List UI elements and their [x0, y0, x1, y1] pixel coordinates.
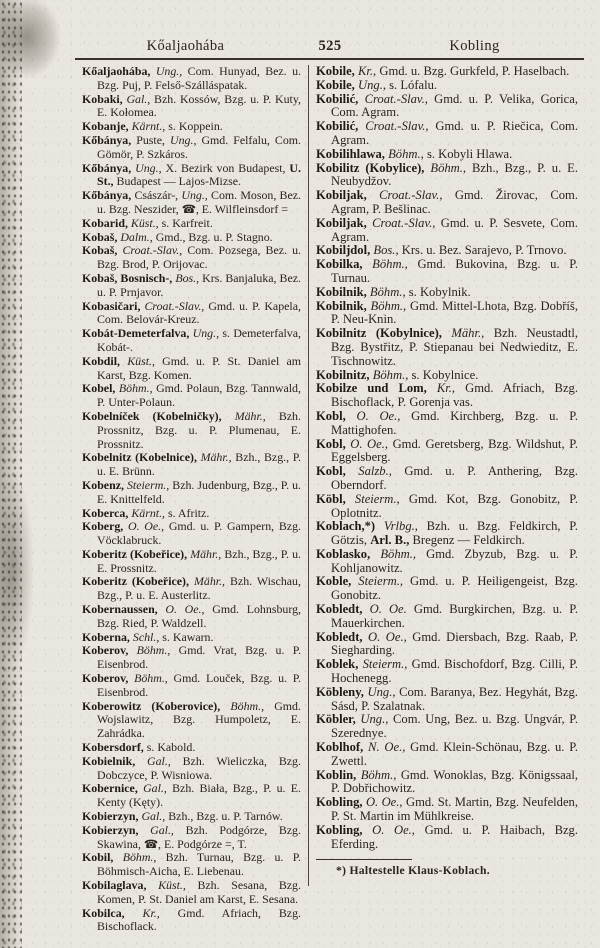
- gazetteer-entry: [316, 713, 578, 741]
- entry-headword: Kobil,: [82, 850, 114, 865]
- gazetteer-entry: [316, 658, 578, 686]
- entry-region: Böhm.,: [360, 767, 397, 782]
- entry-headword: Köbl,: [316, 491, 346, 506]
- entry-region: Bos.,: [373, 243, 399, 258]
- gazetteer-entry: [316, 438, 578, 466]
- entry-region: Kr.,: [142, 905, 160, 920]
- running-header: [76, 38, 584, 55]
- entry-region: Ung.,: [367, 684, 396, 699]
- entry-headword: Koberca,: [82, 505, 129, 520]
- entry-text: s. Demeterfalva, Kobát-.: [97, 326, 301, 354]
- entry-headword: Kobilnitz (Kobylnice),: [316, 326, 442, 341]
- gazetteer-entry: [316, 244, 578, 258]
- entry-region: Croat.-Slav.,: [379, 188, 443, 203]
- entry-text: Gmd. u. P. Heiligengeist, Bzg. Gonobitz.: [331, 574, 578, 603]
- entry-headword: Kobanje,: [82, 119, 129, 134]
- entry-region: Gal.,: [147, 753, 171, 768]
- entry-region: Ung.,: [192, 326, 220, 341]
- gazetteer-entry: [82, 755, 301, 783]
- entry-text: s. Kobylnice.: [411, 367, 479, 382]
- gazetteer-entry: [82, 451, 301, 479]
- gazetteer-entry: [316, 162, 578, 190]
- gazetteer-entry: [82, 644, 301, 672]
- gazetteer-entry: [82, 741, 301, 755]
- entry-region: O. Oe.,: [128, 519, 165, 534]
- gazetteer-entry: [82, 548, 301, 576]
- entry-headword: Kobaš,: [82, 243, 118, 258]
- gazetteer-entry: [316, 575, 578, 603]
- entry-region: N. Oe.,: [368, 740, 406, 755]
- entry-region: Gal.,: [126, 91, 151, 106]
- entry-headword: Kobling,: [316, 795, 363, 810]
- entry-text: Bzh., Bzg., P. u. E. Neubydžov.: [331, 160, 579, 189]
- gazetteer-entry: [316, 631, 578, 659]
- entry-region: Böhm.,: [372, 367, 409, 382]
- gazetteer-entry: [316, 93, 578, 121]
- entry-headword: Kobile,: [316, 77, 355, 92]
- gazetteer-entry: [316, 686, 578, 714]
- gazetteer-entry: [82, 479, 301, 507]
- entry-headword: Koble,: [316, 574, 352, 589]
- entry-region: Croat.-Slav.,: [144, 298, 205, 313]
- gazetteer-entry: [82, 575, 301, 603]
- entry-region: Croat.-Slav.,: [122, 243, 183, 258]
- gazetteer-entry: [316, 493, 578, 521]
- telephone-icon: ☎: [143, 838, 158, 851]
- entry-headword: Koblek,: [316, 657, 359, 672]
- footnote: *) Haltestelle Klaus-Koblach.: [336, 864, 490, 878]
- entry-region: Kr.,: [436, 381, 456, 396]
- entry-text: Gmd. u. P. Gampern, Bzg. Vöcklabruck.: [97, 519, 302, 548]
- entry-region: Croat.-Slav.,: [365, 119, 429, 134]
- entry-region: Croat.-Slav.,: [364, 91, 428, 106]
- gazetteer-entry: [82, 824, 301, 852]
- entry-text: Com. Hunyad, Bez. u. Bzg. Puj, P. Felső-Szálláspatak.: [97, 64, 301, 92]
- entry-text: Gmd. Felfalu, Com. Gömör, P. Szkáros.: [97, 132, 301, 161]
- entry-headword: Kobernice,: [82, 781, 138, 796]
- entry-region: Steierm.,: [358, 574, 404, 589]
- entry-region: O. Oe.,: [356, 408, 401, 423]
- entry-text: s. Kobylnik.: [408, 284, 471, 299]
- entry-headword: Kőbánya,: [82, 132, 132, 147]
- entry-headword: Kobile,: [316, 64, 355, 78]
- entry-headword: Kőaljaohába,: [82, 64, 151, 78]
- entry-region: Kärnt.,: [131, 505, 166, 520]
- entry-text: Puste,: [136, 132, 165, 147]
- entry-headword: Koberowitz (Koberovice),: [82, 698, 221, 713]
- entry-region: Ung.,: [135, 160, 162, 175]
- entry-text: Gmd. Afriach, Bzg. Bischoflack, P. Gorenja vas.: [331, 381, 578, 410]
- entry-text: Budapest — Lajos-Mizse.: [116, 174, 242, 189]
- gazetteer-entry: [316, 327, 578, 368]
- entry-text: Bzh. Judenburg, Bzg., P. u. E. Knittelfeld.: [97, 477, 301, 506]
- entry-headword: Kobasičari,: [82, 298, 141, 313]
- entry-region: Böhm.,: [370, 298, 407, 313]
- gazetteer-entry: [82, 189, 301, 217]
- entry-text: Gmd. Bischofdorf, Bzg. Cilli, P. Hochenegg.: [331, 657, 578, 686]
- footnote-rule: [316, 859, 412, 860]
- entry-headword: Arl. B.,: [370, 533, 410, 548]
- entry-text: Com. Baranya, Bez. Hegyhát, Bzg. Sásd, P. Szalatnak.: [331, 684, 578, 713]
- gazetteer-entry: [82, 382, 301, 410]
- entry-region: O. Oe.: [369, 602, 407, 617]
- entry-region: O. Oe.,: [165, 602, 205, 617]
- gazetteer-entry: [82, 300, 301, 328]
- entry-headword: Kobaki,: [82, 91, 123, 106]
- entry-region: Küst.,: [127, 353, 155, 368]
- gazetteer-entry: [82, 120, 301, 134]
- gazetteer-entry: [82, 879, 301, 907]
- entry-text: s. Karfreit.: [161, 215, 213, 230]
- entry-text: s. Koppein.: [168, 119, 223, 134]
- entry-region: Ung.,: [155, 64, 183, 78]
- entry-text: Bzh. Wischau, Bzg., P. u. E. Austerlitz.: [97, 574, 301, 603]
- entry-region: Steierm.,: [362, 657, 408, 672]
- entry-headword: U. St.,: [97, 160, 301, 189]
- entry-region: Ung.,: [360, 712, 389, 727]
- entry-headword: Koblhof,: [316, 740, 364, 755]
- entry-headword: Kőbánya,: [82, 160, 132, 175]
- entry-region: Dalm.,: [120, 229, 153, 244]
- scan-corner-smudge: [0, 0, 72, 92]
- gazetteer-entry: [82, 244, 301, 272]
- gazetteer-entry: [316, 65, 578, 79]
- entry-headword: Kobilca,: [82, 905, 125, 920]
- entry-text: Gmd. St. Martin, Bzg. Neufelden, P. St. Martin im Mühlkreise.: [331, 795, 579, 824]
- entry-region: Küst.,: [130, 215, 159, 230]
- gazetteer-entry: [316, 189, 578, 217]
- entry-headword: Koberov,: [82, 643, 129, 658]
- entry-text: Gmd. u. Bzg. Gurkfeld, P. Haselbach.: [379, 64, 570, 78]
- entry-text: Gmd. Klein-Schönau, Bzg. u. P. Zwettl.: [331, 740, 578, 768]
- entry-headword: Kobilnik,: [316, 298, 367, 313]
- entry-text: Bzh. Podgórze, Bzg. Skawina,: [97, 822, 301, 851]
- entry-text: Bzh., Bzg. u. P. Tarnów.: [168, 809, 283, 824]
- entry-text: Gmd. u. P. Riečica, Com. Agram.: [331, 119, 578, 147]
- entry-headword: Kobl,: [316, 408, 346, 423]
- entry-headword: Kobilić,: [316, 91, 359, 106]
- entry-text: s. Kawarn.: [162, 629, 214, 644]
- entry-region: Gal.,: [143, 781, 167, 796]
- entry-headword: Kobledt,: [316, 602, 363, 617]
- header-keyword-left: Kőaljaohába: [146, 38, 225, 54]
- entry-region: Böhm.,: [372, 257, 408, 272]
- gazetteer-entry: [82, 327, 301, 355]
- entry-region: Mähr.,: [451, 326, 485, 341]
- entry-region: Croat.-Slav.,: [372, 215, 436, 230]
- entry-headword: Köbleny,: [316, 684, 364, 699]
- entry-headword: Kobaš,: [82, 229, 118, 244]
- entry-headword: Kobát-Demeterfalva,: [82, 326, 190, 341]
- scan-edge-smudge: [0, 440, 41, 700]
- entry-text: Gmd., Bzg. u. P. Stagno.: [155, 229, 273, 244]
- entry-text: Gmd. u. P. Kapela, Com. Belovár-Kreuz.: [97, 298, 301, 327]
- entry-text: Gmd. Bukovina, Bzg. u. P. Turnau.: [331, 257, 578, 285]
- gazetteer-entry: [82, 603, 301, 631]
- entry-region: Böhm.,: [369, 284, 406, 299]
- entry-region: Kärnt.,: [131, 119, 166, 134]
- entry-region: O. Oe.,: [350, 436, 389, 451]
- entry-text: Krs. u. Bez. Sarajevo, P. Trnovo.: [401, 243, 567, 258]
- entry-headword: Kőbánya,: [82, 188, 132, 203]
- entry-region: Böhm.,: [380, 546, 417, 561]
- entry-text: Gmd. Diersbach, Bzg. Raab, P. Siegharding.: [331, 629, 578, 658]
- gazetteer-entry: [82, 93, 301, 121]
- entry-region: Böhm.,: [134, 671, 168, 686]
- header-keyword-right: Kobling: [449, 38, 500, 54]
- gazetteer-entry: [316, 741, 578, 769]
- right-column-entries: [316, 65, 578, 851]
- gazetteer-entry: [82, 520, 301, 548]
- entry-headword: Kobierzyn,: [82, 809, 139, 824]
- entry-text: s. Lófalu.: [389, 77, 438, 92]
- entry-text: Bzh. Wieliczka, Bzg. Dobczyce, P. Wisniowa.: [97, 753, 301, 782]
- gazetteer-entry: [316, 548, 578, 576]
- entry-text: Com. Pozsega, Bez. u. Bzg. Brod, P. Orijovac.: [97, 243, 301, 272]
- entry-region: Salzb.,: [358, 464, 392, 479]
- entry-headword: Kobaš, Bosnisch-,: [82, 270, 173, 285]
- entry-text: , E. Wilfleinsdorf =: [195, 201, 289, 216]
- gazetteer-entry: [316, 824, 578, 852]
- gazetteer-entry: [82, 217, 301, 231]
- entry-text: Gmd. Wonoklas, Bzg. Königssaal, P. Dobřichowitz.: [331, 767, 578, 796]
- gazetteer-entry: [316, 369, 578, 383]
- entry-region: Mähr.,: [193, 574, 226, 589]
- gazetteer-entry: [316, 79, 578, 93]
- entry-text: Com. Ung, Bez. u. Bzg. Ungvár, P. Szerednye.: [331, 712, 578, 741]
- entry-region: Bos.,: [175, 270, 200, 285]
- entry-text: Gmd. u. P. Haibach, Bzg. Eferding.: [331, 822, 579, 851]
- entry-region: Steierm.,: [126, 477, 170, 492]
- entry-region: Mähr.,: [200, 450, 232, 465]
- left-column: [82, 65, 301, 934]
- entry-headword: Köbler,: [316, 712, 356, 727]
- gazetteer-entry: [82, 134, 301, 162]
- entry-region: Kr.,: [358, 64, 377, 78]
- entry-region: Ung.,: [181, 188, 208, 203]
- entry-headword: Kobilka,: [316, 257, 363, 272]
- entry-headword: Kobilaglava,: [82, 878, 147, 893]
- gazetteer-entry: [82, 410, 301, 451]
- entry-headword: Kobilihlawa,: [316, 146, 385, 161]
- entry-headword: Kobilze und Lom,: [316, 381, 427, 396]
- gazetteer-entry: [82, 851, 301, 879]
- gazetteer-entry: [316, 382, 578, 410]
- two-column-content: [82, 65, 578, 934]
- entry-text: Gmd. Žirovac, Com. Agram, P. Bešlinac.: [331, 188, 578, 216]
- gazetteer-entry: [316, 520, 578, 548]
- entry-text: Gmd. Kirchberg, Bzg. u. P. Mattighofen.: [331, 408, 579, 437]
- gazetteer-entry: [316, 217, 578, 245]
- entry-headword: Kobielnik,: [82, 753, 136, 768]
- entry-text: Gmd. Louček, Bzg. u. P. Eisenbrod.: [97, 671, 301, 699]
- entry-text: , E. Podgórze =, T.: [158, 836, 247, 851]
- gazetteer-entry: [82, 700, 301, 741]
- entry-text: Gmd. u. P. Velika, Gorica, Com. Agram.: [331, 91, 578, 120]
- column-divider: [308, 65, 309, 886]
- entry-text: Bzh. Prossnitz, Bzg. u. P. Plumenau, E. Prossnitz.: [97, 408, 301, 451]
- gazetteer-entry: [82, 810, 301, 824]
- entry-region: Böhm.,: [118, 381, 153, 396]
- entry-region: Böhm.,: [122, 850, 157, 865]
- entry-region: Steierm.,: [354, 491, 400, 506]
- entry-region: Gal.,: [141, 809, 166, 824]
- entry-text: Gmd. Lohnsburg, Bzg. Ried, P. Waldzell.: [97, 602, 301, 630]
- entry-headword: Kobiljak,: [316, 215, 367, 230]
- entry-region: Böhm.,: [230, 698, 265, 713]
- entry-headword: Koblin,: [316, 767, 357, 782]
- entry-headword: Kobledt,: [316, 629, 363, 644]
- entry-text: Gmd. Vrat, Bzg. u. P. Eisenbrod.: [97, 643, 301, 672]
- entry-text: Gmd. Afriach, Bzg. Bischoflack.: [97, 905, 301, 934]
- gazetteer-entry: [316, 286, 578, 300]
- entry-text: Gmd. u. P. Sesvete, Com. Agram.: [331, 215, 578, 244]
- entry-headword: Kobdil,: [82, 353, 121, 368]
- entry-text: Gmd. u. P. St. Daniel am Karst, Bzg. Komen.: [97, 353, 301, 382]
- entry-text: Bzh. Kossów, Bzg. u. P. Kuty, E. Kołomea.: [97, 91, 301, 120]
- entry-headword: Koberitz (Kobeřice),: [82, 574, 189, 589]
- gazetteer-entry: [82, 272, 301, 300]
- entry-text: Gmd. Wojslawitz, Bzg. Humpoletz, E. Zahrádka.: [97, 698, 301, 741]
- gazetteer-entry: [82, 355, 301, 383]
- entry-text: Gmd. Polaun, Bzg. Tannwald, P. Unter-Polaun.: [97, 381, 301, 410]
- entry-text: Gmd. Burgkirchen, Bzg. u. P. Mauerkirchen.: [331, 602, 578, 630]
- entry-text: Bzh. Biała, Bzg., P. u. E. Kenty (Kęty).: [97, 781, 302, 810]
- entry-region: Ung.,: [170, 132, 197, 147]
- entry-headword: Kobl,: [316, 464, 346, 479]
- entry-text: Gmd. u. P. Anthering, Bzg. Oberndorf.: [331, 464, 578, 492]
- entry-headword: Kobl,: [316, 436, 346, 451]
- gazetteer-entry: [316, 410, 578, 438]
- gazetteer-entry: [82, 231, 301, 245]
- entry-text: s. Afritz.: [168, 505, 210, 520]
- entry-headword: Koberitz (Kobeřice),: [82, 546, 188, 561]
- entry-text: Gmd. Mittel-Lhota, Bzg. Dobříš, P. Neu-Knin.: [331, 298, 578, 327]
- entry-region: Böhm.,: [430, 160, 467, 175]
- entry-text: Bzh. Turnau, Bzg. u. P. Böhmisch-Aicha, E. Liebenau.: [97, 850, 301, 879]
- gazetteer-entry: [316, 465, 578, 493]
- entry-headword: Kobilnik,: [316, 284, 367, 299]
- entry-text: Com. Moson, Bez. u. Bzg. Neszider,: [97, 188, 301, 216]
- entry-headword: Kobilnitz,: [316, 367, 370, 382]
- entry-headword: Koblach,*): [316, 519, 376, 534]
- entry-region: Mähr.,: [190, 546, 222, 561]
- gazetteer-entry: [316, 300, 578, 328]
- gazetteer-entry: [82, 782, 301, 810]
- entry-region: O. Oe.,: [365, 795, 403, 810]
- gazetteer-entry: [316, 148, 578, 162]
- entry-text: Bzh. u. Bzg. Feldkirch, P. Götzis,: [331, 519, 578, 548]
- gazetteer-entry: [82, 162, 301, 190]
- entry-headword: Kobenz,: [82, 477, 124, 492]
- entry-text: s. Kabold.: [146, 740, 196, 755]
- entry-text: X. Bezirk von Budapest,: [165, 160, 286, 175]
- gazetteer-entry: [316, 769, 578, 797]
- gazetteer-entry: [82, 631, 301, 645]
- entry-region: Gal.,: [150, 822, 174, 837]
- entry-region: O. Oe.,: [372, 822, 415, 837]
- entry-region: Mähr.,: [234, 408, 266, 423]
- gazetteer-entry: [82, 907, 301, 935]
- page-number: 525: [318, 38, 342, 54]
- entry-text: s. Kobyli Hlawa.: [426, 146, 513, 161]
- entry-headword: Kobiljdol,: [316, 243, 371, 258]
- entry-text: Bzh., Bzg., P. u. E. Prossnitz.: [97, 546, 301, 575]
- gazetteer-entry: [316, 120, 578, 148]
- entry-text: Gmd. Kot, Bzg. Gonobitz, P. Oplotnitz.: [331, 491, 579, 520]
- entry-text: Bzh. Sesana, Bzg. Komen, P. St. Daniel am Karst, E. Sesana.: [97, 878, 301, 906]
- entry-headword: Koberov,: [82, 671, 129, 686]
- entry-headword: Kobilić,: [316, 119, 359, 134]
- entry-headword: Kobiljak,: [316, 188, 367, 203]
- entry-text: Bregenz — Feldkirch.: [412, 533, 525, 548]
- gazetteer-entry: [316, 258, 578, 286]
- entry-headword: Kobilitz (Kobylice),: [316, 160, 425, 175]
- entry-headword: Kobersdorf,: [82, 740, 144, 755]
- telephone-icon: ☎: [181, 203, 196, 216]
- gazetteer-entry: [82, 672, 301, 700]
- entry-text: Császár-,: [134, 188, 179, 203]
- entry-region: Böhm.,: [136, 643, 171, 658]
- entry-headword: Kobelnitz (Kobelnice),: [82, 450, 197, 465]
- entry-headword: Kobling,: [316, 822, 363, 837]
- entry-text: Gmd. Zbyzub, Bzg. u. P. Kohljanowitz.: [331, 546, 578, 575]
- entry-headword: Kobarid,: [82, 215, 128, 230]
- entry-headword: Koberg,: [82, 519, 124, 534]
- gazetteer-entry: [316, 796, 578, 824]
- entry-headword: Koberna,: [82, 629, 130, 644]
- gazetteer-entry: [82, 65, 301, 93]
- entry-headword: Kobelníček (Kobelničky),: [82, 408, 222, 423]
- entry-text: Krs. Banjaluka, Bez. u. P. Prnjavor.: [97, 270, 302, 299]
- entry-text: Bzh. Neustadtl, Bzg. Bystřitz, P. Stiepanau bei Nedwieditz, E. Tischnowitz.: [331, 326, 578, 368]
- entry-headword: Koblasko,: [316, 546, 371, 561]
- entry-text: Gmd. Geretsberg, Bzg. Wildshut, P. Eggelsberg.: [331, 436, 578, 465]
- entry-headword: Kobernaussen,: [82, 602, 158, 617]
- entry-text: Bzh., Bzg., P. u. E. Brünn.: [97, 450, 301, 479]
- right-column: [316, 65, 578, 934]
- gazetteer-entry: [82, 507, 301, 521]
- entry-headword: Kobierzyn,: [82, 822, 139, 837]
- entry-region: O. Oe.,: [368, 629, 407, 644]
- entry-region: Schl.,: [132, 629, 160, 644]
- entry-region: Böhm.,: [388, 146, 424, 161]
- header-rule: [75, 58, 584, 60]
- entry-region: Küst.,: [158, 878, 186, 893]
- entry-region: Vrlbg.,: [383, 519, 418, 534]
- entry-region: Ung.,: [358, 77, 386, 92]
- gazetteer-entry: [316, 603, 578, 631]
- entry-headword: Kobel,: [82, 381, 116, 396]
